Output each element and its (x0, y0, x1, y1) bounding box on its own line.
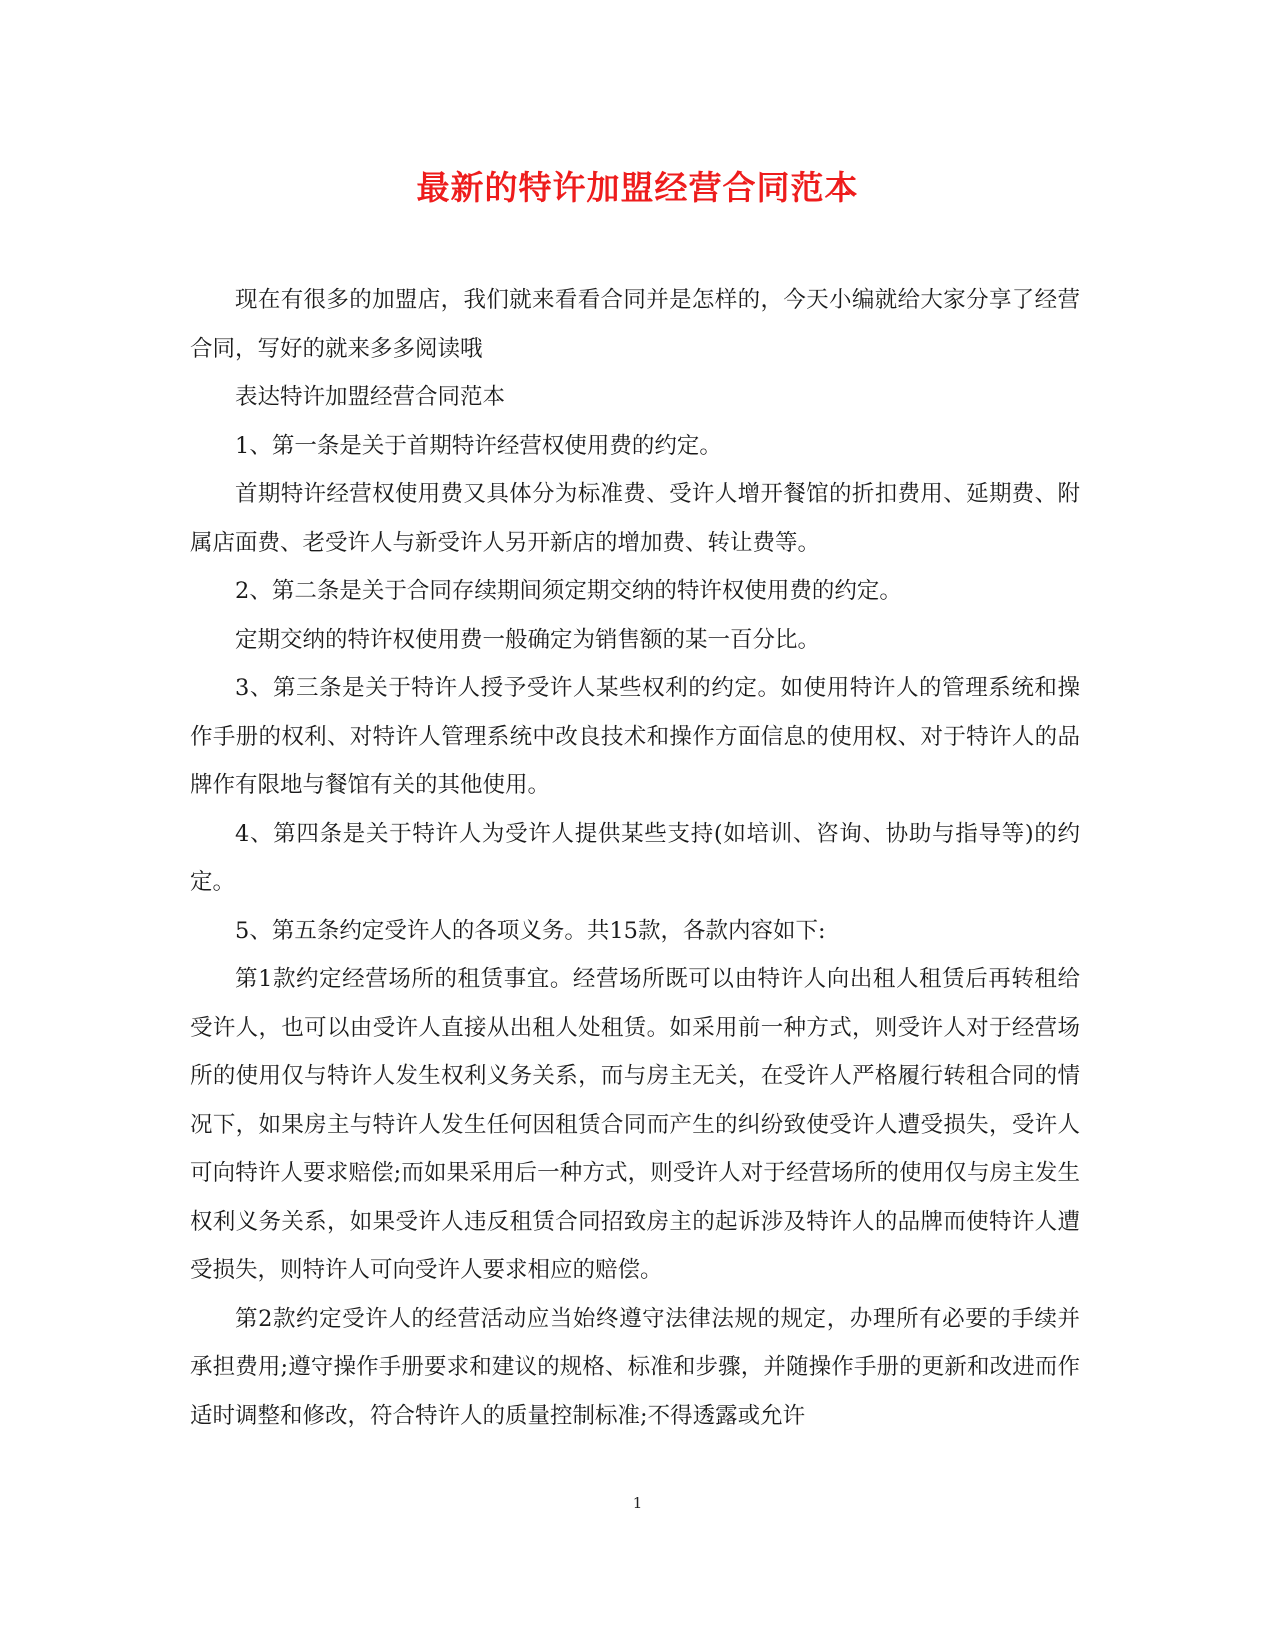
paragraph: 4、第四条是关于特许人为受许人提供某些支持(如培训、咨询、协助与指导等)的约定。 (190, 820, 1080, 895)
paragraph: 5、第五条约定受许人的各项义务。共15款，各款内容如下: (235, 917, 826, 944)
paragraph: 表达特许加盟经营合同范本 (235, 384, 506, 410)
paragraph: 2、第二条是关于合同存续期间须定期交纳的特许权使用费的约定。 (235, 578, 902, 604)
paragraph: 现在有很多的加盟店，我们就来看看合同并是怎样的，今天小编就给大家分享了经营合同，写好的就来多多阅读哦 (190, 287, 1080, 362)
page-number: 1 (632, 1494, 643, 1512)
paragraph: 定期交纳的特许权使用费一般确定为销售额的某一百分比。 (235, 626, 821, 653)
paragraph: 3、第三条是关于特许人授予受许人某些权利的约定。如使用特许人的管理系统和操作手册的权利、对特许人管理系统中改良技术和操作方面信息的使用权、对于特许人的品牌作有限地与餐馆有关的其他使用。 (190, 675, 1080, 798)
paragraph: 1、第一条是关于首期特许经营权使用费的约定。 (235, 432, 722, 459)
paragraph: 第2款约定受许人的经营活动应当始终遵守法律法规的规定，办理所有必要的手续并承担费用;遵守操作手册要求和建议的规格、标准和步骤，并随操作手册的更新和改进而作适时调整和修改，符合特许人的质量控制标准;不得透露或允许 (190, 1305, 1080, 1429)
paragraph: 首期特许经营权使用费又具体分为标准费、受许人增开餐馆的折扣费用、延期费、附属店面费、老受许人与新受许人另开新店的增加费、转让费等。 (190, 481, 1080, 556)
document-title: 最新的特许加盟经营合同范本 (416, 168, 859, 207)
document-body (190, 276, 1080, 1440)
paragraph: 第1款约定经营场所的租赁事宜。经营场所既可以由特许人向出租人租赁后再转租给受许人，也可以由受许人直接从出租人处租赁。如采用前一种方式，则受许人对于经营场所的使用仅与特许人发生权利义务关系，而与房主无关，在受许人严格履行转租合同的情况下，如果房主与特许人发生任何因租赁合同而产生的纠纷致使受许人遭受损失，受许人可向特许人要求赔偿;而如果采用后一种方式，则受许人对于经营场所的使用仅与房主发生权利义务关系，如果受许人违反租赁合同招致房主的起诉涉及特许人的品牌而使特许人遭受损失，则特许人可向受许人要求相应的赔偿。 (190, 966, 1080, 1283)
